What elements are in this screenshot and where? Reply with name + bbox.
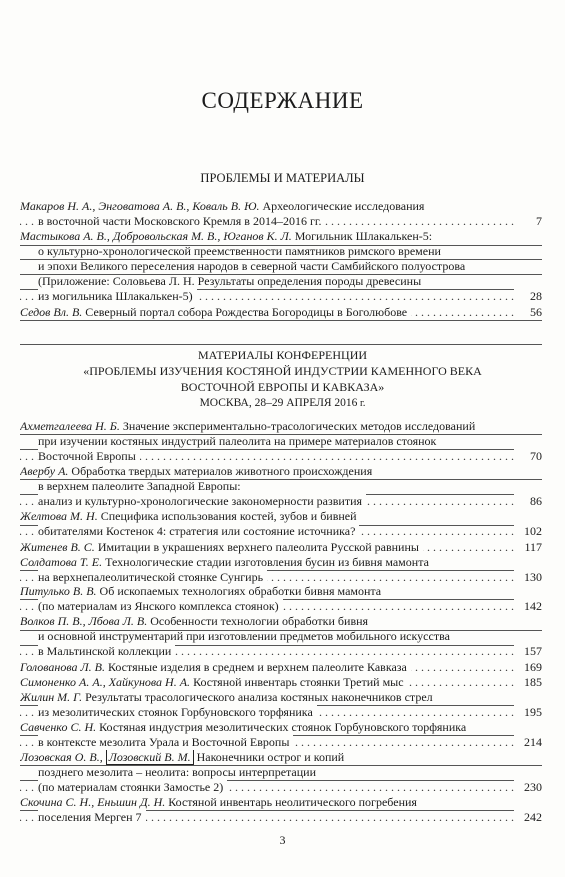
toc-entry-line [20,555,542,570]
entry-page-number: 7 [514,214,542,229]
entry-title-text: Результаты трасологического анализа костяных наконечников стрел [85,690,433,704]
entry-divider [20,479,542,480]
entry-authors-boxed: Лозовский В. М. [106,750,194,765]
toc-entry-line [20,289,542,304]
entry-page-number: 230 [514,780,542,795]
entry-title-text: при изучении костяных индустрий палеолита на примере материалов стоянок [38,434,437,448]
page-title: СОДЕРЖАНИЕ [201,88,364,113]
entry-divider [20,434,542,435]
section-heading-problems: ПРОБЛЕМЫ И МАТЕРИАЛЫ [200,171,365,185]
entry-title-text: обитателями Костенок 4: стратегия или состояние источника? [38,524,356,538]
entry-title-text: Обработка твердых материалов животного происхождения [71,464,373,478]
entry-title-text: из могильника Шлакалькен-5) [38,289,193,303]
toc-entry[interactable] [20,464,542,509]
entry-authors: Жилин М. Г. [20,690,83,704]
conference-heading-line-1: МАТЕРИАЛЫ КОНФЕРЕНЦИИ [197,348,368,362]
entry-title-text: Специфика использования костей, зубов и бивней [100,509,357,523]
entry-page-number: 117 [514,540,542,555]
entry-divider [20,320,542,321]
toc-entry-line [20,259,542,274]
toc-entry-line [20,765,542,780]
entry-authors: Авербу А. [20,464,69,478]
toc-entry-line [20,780,542,795]
entry-title-text: Имитации в украшениях верхнего палеолита Русской равнины [97,540,419,554]
entry-title-text: в верхнем палеолите Западной Европы: [38,479,241,493]
entry-title-text: Наконечники острог и копий [196,750,345,764]
entry-title-text: и основной инструментарий при изготовлении предметов мобильного искусства [38,629,450,643]
entry-authors: Голованова Л. В. [20,660,105,674]
toc-entry[interactable] [20,509,542,539]
entry-authors: Солдатова Т. Е. [20,555,103,569]
entry-title-text: на верхнепалеолитической стоянке Сунгирь [38,570,264,584]
entry-title-text: Значение экспериментально-трасологических методов исследований [122,419,476,433]
toc-entry-line [20,720,542,735]
toc-entry-line [20,644,542,659]
toc-entry-line [20,524,542,539]
toc-entry-line [20,229,542,244]
entry-title-text: и эпохи Великого переселения народов в северной части Самбийского полуострова [38,259,466,273]
toc-entry-line [20,540,542,555]
conference-date: МОСКВА, 28–29 АПРЕЛЯ 2016 г. [199,397,366,409]
toc-entry-line [20,509,542,524]
entry-title-text: о культурно-хронологической преемственности памятников римского времени [38,244,441,258]
toc-entry-line [20,244,542,259]
entry-title-text: (по материалам из Янского комплекса стоянок) [38,599,279,613]
entry-title-text: из мезолитических стоянок Горбуновского торфяника [38,705,313,719]
entry-page-number: 195 [514,705,542,720]
entry-authors: Седов Вл. В. [20,305,83,319]
entry-title-text: Восточной Европы [38,449,136,463]
entry-divider [20,274,542,275]
toc-entry-line [20,660,542,675]
entry-page-number: 169 [514,660,542,675]
entry-page-number: 157 [514,644,542,659]
toc-entry-line [20,464,542,479]
entry-title-text: Костяной инвентарь стоянки Третий мыс [193,675,404,689]
entry-page-number: 242 [514,810,542,825]
entry-authors: Желтова М. Н. [20,509,98,523]
toc-entry-line [20,305,542,320]
toc-entry-line [20,795,542,810]
entry-title-text: Могильник Шлакалькен-5: [294,229,433,243]
toc-entry-line [20,599,542,614]
entry-title-text: Технологические стадии изготовления бусин из бивня мамонта [105,555,429,569]
toc-entry[interactable] [20,750,542,795]
conference-heading-line-2: «ПРОБЛЕМЫ ИЗУЧЕНИЯ КОСТЯНОЙ ИНДУСТРИИ КАМЕННОГО ВЕКА [83,364,482,378]
toc-entry[interactable] [20,540,542,555]
entry-page-number: 86 [514,494,542,509]
entry-title-text: Археологические исследования [262,199,425,213]
entry-divider [20,245,542,246]
entry-divider [20,765,542,766]
toc-entry-line [20,614,542,629]
entry-authors: Лозовская О. В., [20,750,103,764]
toc-entry-line [20,479,542,494]
toc-entry-line [20,199,542,214]
entry-title-text: в восточной части Московского Кремля в 2014–2016 гг. [38,214,322,228]
entry-authors: Симоненко А. А., Хайкунова Н. А. [20,675,191,689]
entry-authors: Ахметгалеева Н. Б. [20,419,120,433]
toc-entry[interactable] [20,229,542,304]
toc-entry[interactable] [20,614,542,659]
entry-title-text: Костяные изделия в среднем и верхнем палеолите Кавказа [107,660,407,674]
entry-title-text: Костяной инвентарь неолитического погребения [168,795,417,809]
entry-title-text: в Мальтинской коллекции [38,644,172,658]
entry-title-text: Северный портал собора Рождества Богородицы в Боголюбове [85,305,408,319]
entry-title-text: (Приложение: Соловьева Л. Н. Результаты определения породы древесины [38,274,422,288]
toc-entry[interactable] [20,419,542,464]
entry-page-number: 185 [514,675,542,690]
entry-page-number: 214 [514,735,542,750]
entry-title-text: Костяная индустрия мезолитических стоянок Горбуновского торфяника [99,720,467,734]
entry-page-number: 102 [514,524,542,539]
toc-entry[interactable] [20,199,542,229]
toc-entry-line [20,735,542,750]
page-number: 3 [279,833,286,847]
section-heading-conference [30,347,535,412]
toc-entry-line [20,690,542,705]
entry-title-text: анализ и культурно-хронологические закономерности развития [38,494,363,508]
toc-entry-line [20,629,542,644]
entry-title-text: Об ископаемых технологиях обработки бивня мамонта [99,584,382,598]
entry-page-number: 130 [514,570,542,585]
toc-entry-line [20,570,542,585]
entry-title-text: поселения Мерген 7 [38,810,142,824]
toc-entry-line [20,584,542,599]
entry-divider [20,259,542,260]
toc-entry-line [20,274,542,289]
toc-entry-line [20,750,542,765]
entry-page-number: 142 [514,599,542,614]
entry-authors: Мастыкова А. В., Добровольская М. В., Юганов К. Л. [20,229,292,243]
toc-entry-line [20,810,542,825]
toc-entry-line [20,494,542,509]
entry-divider [20,344,542,345]
toc-entry[interactable] [20,675,542,690]
toc-entry-line [20,449,542,464]
entry-page-number: 28 [514,289,542,304]
entry-authors: Волков П. В., Лбова Л. В. [20,614,148,628]
toc-entry-line [20,434,542,449]
toc-entry-line [20,419,542,434]
entry-title-text: Особенности технологии обработки бивня [150,614,369,628]
entry-page-number: 56 [514,305,542,320]
entry-title-text: (по материалам стоянки Замостье 2) [38,780,224,794]
entry-title-text: в контексте мезолита Урала и Восточной Европы [38,735,290,749]
entry-divider [20,630,542,631]
entry-authors: Житенев В. С. [20,540,95,554]
entry-authors: Скочина С. Н., Еньшин Д. Н. [20,795,166,809]
toc-entry-line [20,705,542,720]
entry-authors: Савченко С. Н. [20,720,97,734]
entry-authors: Питулько В. В. [20,584,97,598]
entry-authors: Макаров Н. А., Энговатова А. В., Коваль В. Ю. [20,199,260,213]
toc-entry-line [20,214,542,229]
conference-heading-line-3: ВОСТОЧНОЙ ЕВРОПЫ И КАВКАЗА» [180,380,385,394]
entry-page-number: 70 [514,449,542,464]
toc-entry[interactable] [20,305,542,320]
toc-entry[interactable] [20,660,542,675]
toc-entry-line [20,675,542,690]
entry-title-text: позднего мезолита – неолита: вопросы интерпретации [38,765,317,779]
